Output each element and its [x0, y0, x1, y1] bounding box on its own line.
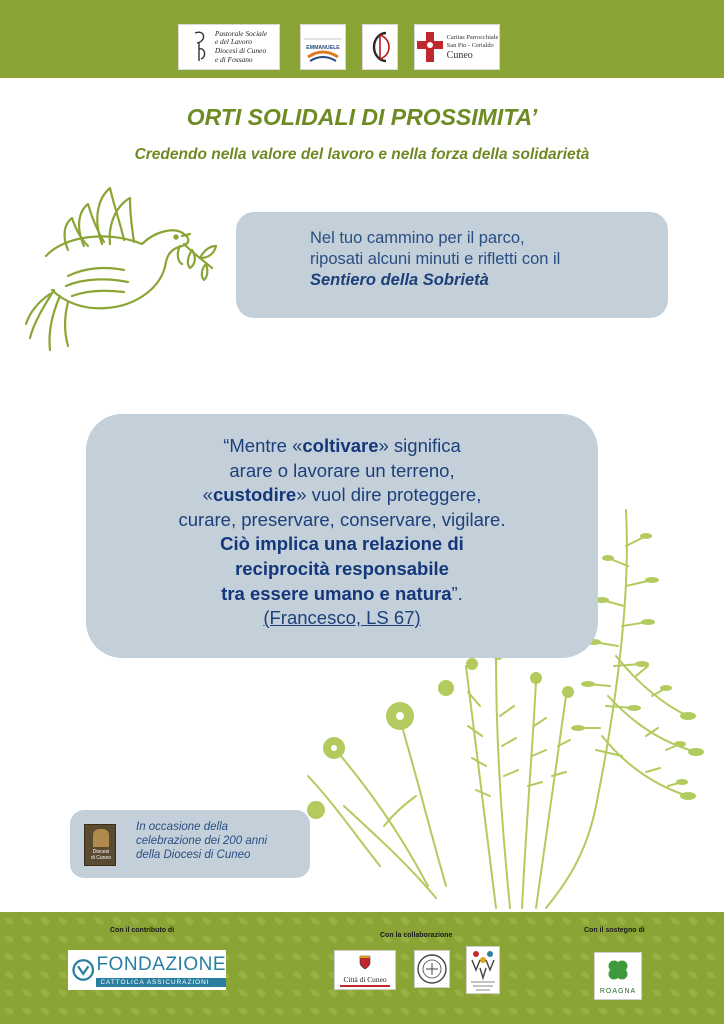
cuneo-crest-icon [357, 954, 373, 970]
quote-line [86, 483, 598, 508]
quote-line: arare o lavorare un terreno, [229, 459, 455, 481]
caritas-city: Cuneo [446, 49, 473, 61]
quote-citation: (Francesco, LS 67) [263, 607, 421, 629]
contributo-label: Con il contributo di [110, 927, 175, 934]
seal-logo [414, 950, 450, 988]
caritas-line: San Pio - Cerialdo [446, 41, 494, 49]
diocesi-book-cover [84, 824, 116, 866]
caritas-cross-icon [416, 30, 444, 64]
caritas-logo [414, 24, 500, 70]
cds-logo [362, 24, 398, 70]
cds-logo-text [380, 65, 381, 66]
fondazione-subtitle: CATTOLICA ASSICURAZIONI [96, 978, 226, 987]
family-figures-icon [468, 948, 498, 992]
quote-line [86, 582, 598, 607]
intro-box [236, 212, 668, 318]
pastorale-logo [178, 24, 280, 70]
quote-box [86, 414, 598, 658]
fondazione-logo [68, 950, 226, 990]
quote-line [86, 434, 598, 459]
clover-icon [605, 957, 631, 983]
caritas-line: Caritas Parrocchiale [446, 33, 499, 41]
pastorale-line: Diocesi di Cuneo [214, 46, 267, 55]
quote-bold-line: reciprocità responsabile [235, 557, 449, 579]
pastorale-line: e del Lavoro [214, 37, 252, 47]
badge-line: celebrazione dei 200 anni [136, 835, 268, 847]
roagna-text: ROAGNA [599, 988, 637, 995]
citta-text: Città di Cuneo [343, 974, 387, 984]
intro-line: riposati alcuni minuti e rifletti con il [310, 250, 561, 268]
pastorale-line: e di Fossano [214, 54, 253, 64]
citta-cuneo-logo [334, 950, 396, 990]
collaborazione-label: Con la collaborazione [380, 932, 453, 939]
fondazione-title: FONDAZIONE [96, 953, 226, 975]
page-subtitle: Credendo nella valore del lavoro e nella forza della solidarietà [134, 146, 590, 163]
intro-line: Nel tuo cammino per il parco, [310, 229, 525, 247]
community-logo [466, 946, 500, 994]
emmanuele-logo-text: EMMANUELE [306, 45, 340, 51]
quote-text: » significa [378, 435, 461, 456]
quote-text: “Mentre « [223, 435, 303, 456]
seal-icon [416, 953, 448, 985]
roagna-logo [594, 952, 642, 1000]
badge-line: In occasione della [136, 821, 229, 833]
page-title: ORTI SOLIDALI DI PROSSIMITA’ [186, 104, 538, 130]
quote-keyword-custodire: custodire [212, 484, 297, 506]
cover-line: di Cuneo [90, 855, 111, 861]
quote-text: « [202, 484, 213, 506]
quote-bold-line: tra essere umano e natura [221, 582, 452, 604]
cover-line: Diocesi [92, 849, 110, 855]
quote-line [86, 532, 598, 557]
quote-bold-line: Ciò implica una relazione di [220, 533, 464, 555]
fondazione-emblem-icon [72, 955, 94, 985]
quote-text: » vuol dire proteggere, [296, 484, 482, 506]
quote-line: curare, preservare, conservare, vigilare. [178, 508, 506, 530]
emmanuele-logo [300, 24, 346, 70]
dove-icon [24, 182, 220, 358]
sostegno-label: Con il sostegno di [584, 927, 645, 934]
anniversary-badge [70, 810, 310, 878]
quote-keyword-coltivare: coltivare [302, 435, 379, 456]
quote-line [86, 557, 598, 582]
sentiero-title: Sentiero della Sobrietà [310, 271, 489, 289]
pastorale-emblem-icon [191, 27, 211, 67]
quote-text: ”. [451, 582, 463, 604]
pastorale-line: Pastorale Sociale [214, 28, 268, 38]
badge-line: della Diocesi di Cuneo [136, 849, 251, 861]
